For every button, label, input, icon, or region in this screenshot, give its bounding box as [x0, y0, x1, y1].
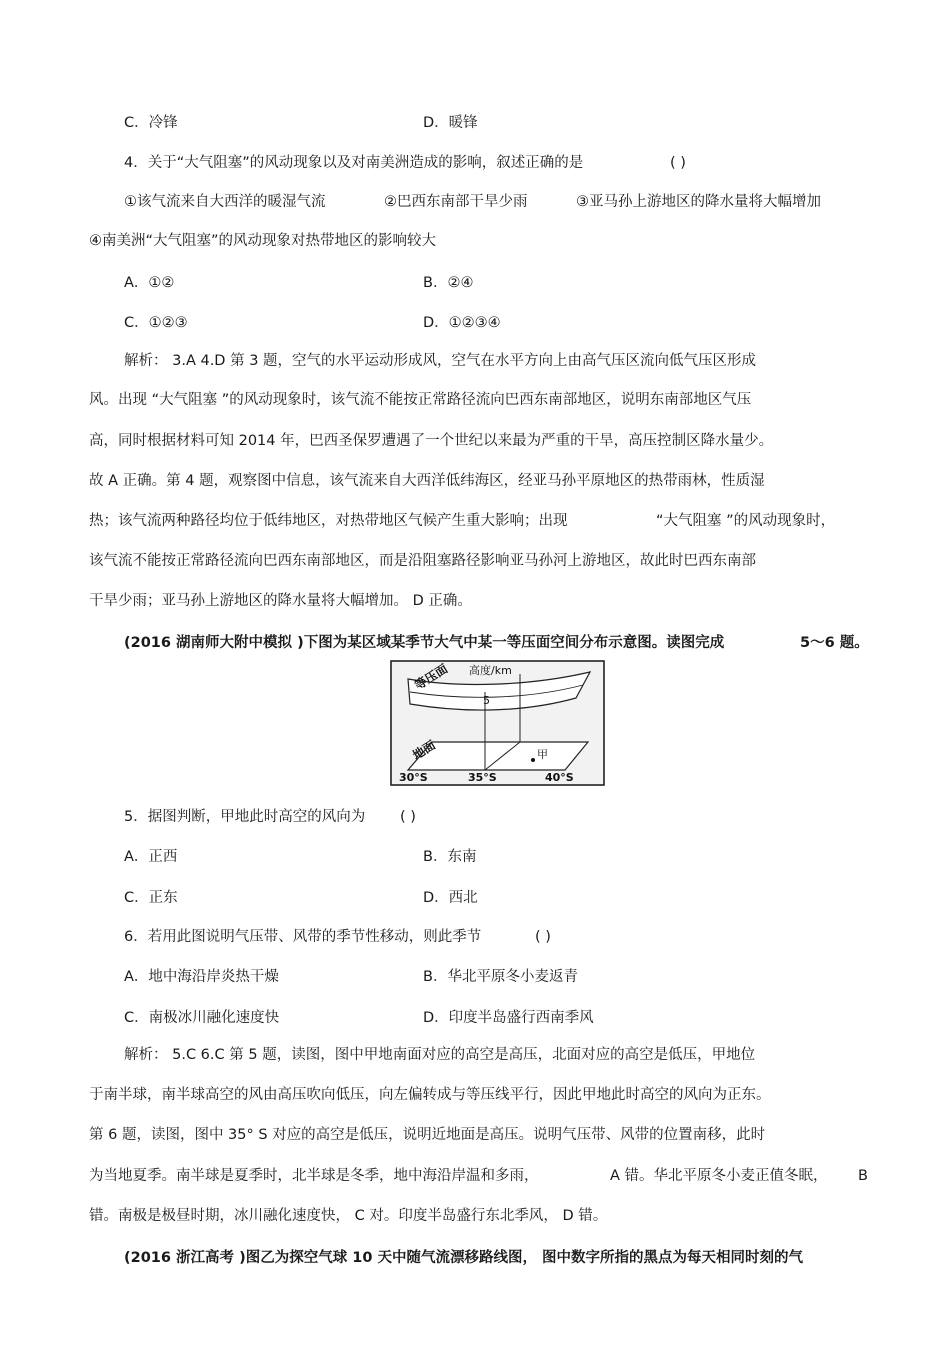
q4-statement-1: ①该气流来自大西洋的暖湿气流 — [124, 194, 326, 210]
q5-stem: 5．据图判断，甲地此时高空的风向为 — [124, 809, 366, 825]
analysis-34-line-5b: “大气阻塞 ”的风动现象时， — [656, 513, 836, 529]
q6-option-d: D．印度半岛盛行西南季风 — [423, 1010, 594, 1026]
analysis-56-line-4b: A 错。华北平原冬小麦正值冬眠， — [610, 1168, 828, 1184]
analysis-56-line-1: 解析： 5.C 6.C 第 5 题，读图，图中甲地南面对应的高空是高压，北面对应的高空是低压，甲地位 — [124, 1047, 756, 1063]
lat-label-35s: 35°S — [468, 771, 497, 784]
lat-label-30s: 30°S — [399, 771, 428, 784]
analysis-34-line-5: 热；该气流两种路径均位于低纬地区，对热带地区气候产生重大影响；出现 — [89, 513, 568, 529]
q6-stem: 6．若用此图说明气压带、风带的季节性移动，则此季节 — [124, 929, 482, 945]
analysis-34-line-1: 解析： 3.A 4.D 第 3 题，空气的水平运动形成风，空气在水平方向上由高气压区流向低气压区形成 — [124, 353, 757, 369]
height-label: 高度/km — [469, 664, 512, 677]
q56-intro-tail: 5～6 题。 — [800, 635, 869, 651]
q3-option-c: C．冷锋 — [124, 115, 178, 131]
q3-option-d: D．暖锋 — [423, 115, 478, 131]
height-value: 5 — [483, 694, 490, 707]
q4-statement-3: ③亚马孙上游地区的降水量将大幅增加 — [576, 194, 821, 210]
q5-option-d: D．西北 — [423, 890, 478, 906]
q4-answer-paren: ( ) — [670, 155, 686, 171]
q4-option-b: B．②④ — [423, 275, 474, 291]
q56-intro: (2016 湖南师大附中模拟 )下图为某区域某季节大气中某一等压面空间分布示意图。读图完成 — [124, 635, 725, 651]
q4-option-d: D．①②③④ — [423, 315, 501, 331]
ground-label: 地面 — [410, 737, 438, 763]
isobaric-surface-figure — [390, 660, 605, 786]
analysis-56-line-5: 错。南极是极昼时期，冰川融化速度快， C 对。印度半岛盛行东北季风， D 错。 — [89, 1208, 608, 1224]
lat-label-40s: 40°S — [545, 771, 574, 784]
analysis-56-line-3: 第 6 题，读图，图中 35° S 对应的高空是低压，说明近地面是高压。说明气压带、风带的位置南移，此时 — [89, 1127, 766, 1143]
q6-option-a: A．地中海沿岸炎热干燥 — [124, 969, 279, 985]
point-jia-label: 甲 — [537, 748, 548, 761]
q6-option-c: C．南极冰川融化速度快 — [124, 1010, 280, 1026]
analysis-34-line-3: 高，同时根据材料可知 2014 年，巴西圣保罗遭遇了一个世纪以来最为严重的干旱，高压控制区降水量少。 — [89, 433, 774, 449]
q5-option-a: A．正西 — [124, 849, 178, 865]
analysis-56-line-4: 为当地夏季。南半球是夏季时，北半球是冬季，地中海沿岸温和多雨， — [89, 1168, 539, 1184]
q5-answer-paren: ( ) — [400, 809, 416, 825]
isobar-label: 等压面 — [412, 661, 451, 693]
analysis-34-line-6: 该气流不能按正常路径流向巴西东南部地区，而是沿阻塞路径影响亚马孙河上游地区，故此时巴西东南部 — [89, 553, 756, 569]
q5-option-c: C．正东 — [124, 890, 178, 906]
q4-stem: 4．关于“大气阻塞”的风动现象以及对南美洲造成的影响，叙述正确的是 — [124, 155, 584, 171]
q4-option-a: A．①② — [124, 275, 175, 291]
q5-option-b: B．东南 — [423, 849, 477, 865]
analysis-34-line-2: 风。出现 “大气阻塞 ”的风动现象时，该气流不能按正常路径流向巴西东南部地区，说明东南部地区气压 — [89, 392, 752, 408]
next-intro: (2016 浙江高考 )图乙为探空气球 10 天中随气流漂移路线图， 图中数字所指的黑点为每天相同时刻的气 — [124, 1250, 804, 1266]
analysis-56-line-2: 于南半球，南半球高空的风由高压吹向低压，向左偏转成与等压线平行，因此甲地此时高空的风向为正东。 — [89, 1087, 771, 1103]
q4-statement-2: ②巴西东南部干旱少雨 — [384, 194, 528, 210]
analysis-34-line-7: 干旱少雨；亚马孙上游地区的降水量将大幅增加。 D 正确。 — [89, 593, 472, 609]
q6-option-b: B．华北平原冬小麦返青 — [423, 969, 578, 985]
q4-statement-4: ④南美洲“大气阻塞”的风动现象对热带地区的影响较大 — [89, 233, 437, 249]
point-jia-marker — [531, 758, 535, 762]
q6-answer-paren: ( ) — [535, 929, 551, 945]
analysis-56-line-4c: B — [858, 1168, 868, 1184]
analysis-34-line-4: 故 A 正确。第 4 题，观察图中信息，该气流来自大西洋低纬海区，经亚马孙平原地区的热带雨林，性质湿 — [89, 473, 765, 489]
q4-option-c: C．①②③ — [124, 315, 188, 331]
